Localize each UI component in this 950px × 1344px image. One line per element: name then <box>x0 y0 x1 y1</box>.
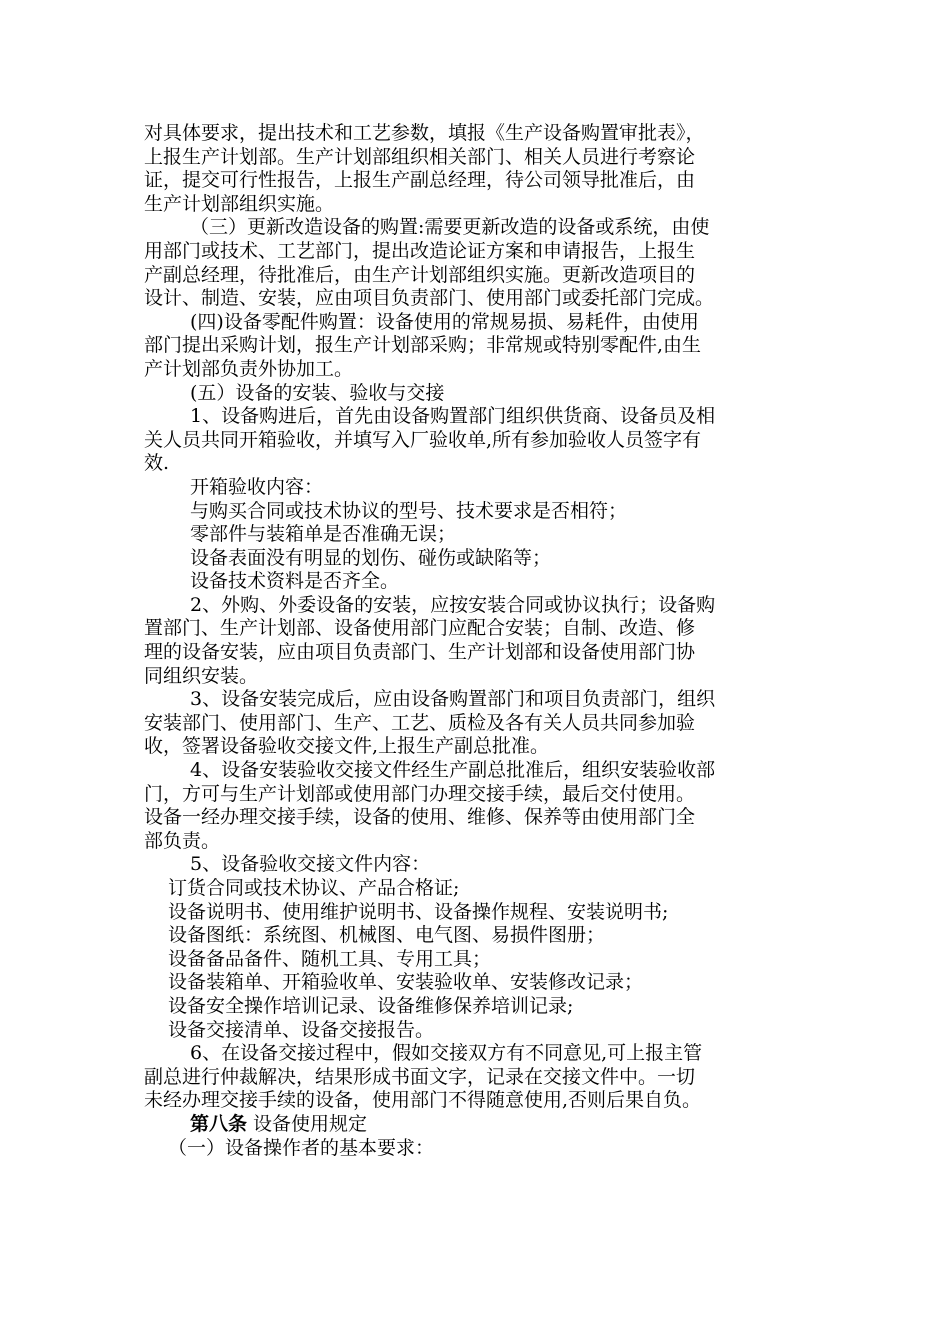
text-line: 副总进行仲裁解决，结果形成书面文字，记录在交接文件中。一切 <box>144 1065 696 1088</box>
text-line: 门，方可与生产计划部或使用部门办理交接手续，最后交付使用。 <box>144 782 696 805</box>
text-line: 3、设备安装完成后，应由设备购置部门和项目负责部门，组织 <box>190 688 716 711</box>
text-line: 设备安全操作培训记录、设备维修保养培训记录; <box>168 994 574 1017</box>
article-heading <box>144 1113 816 1137</box>
text-line: 4、设备安装验收交接文件经生产副总批准后，组织安装验收部 <box>190 759 716 782</box>
text-line: 收，签署设备验收交接文件,上报生产副总批准。 <box>144 735 550 758</box>
text-line: 效. <box>144 452 170 475</box>
article-title: 设备使用规定 <box>247 1112 368 1135</box>
text-line: 设计、制造、安装，应由项目负责部门、使用部门或委托部门完成。 <box>144 287 715 310</box>
text-line: 设备一经办理交接手续，设备的使用、维修、保养等由使用部门全 <box>144 806 696 829</box>
text-line: 未经办理交接手续的设备，使用部门不得随意使用,否则后果自负。 <box>144 1089 702 1112</box>
article-number: 第八条 <box>190 1112 248 1135</box>
text-line: 置部门、生产计划部、设备使用部门应配合安装；自制、改造、修 <box>144 617 696 640</box>
text-line: 设备说明书、使用维护说明书、设备操作规程、安装说明书; <box>168 900 669 923</box>
text-line: （三）更新改造设备的购置:需要更新改造的设备或系统，由使 <box>190 216 710 239</box>
text-line: 安装部门、使用部门、生产、工艺、质检及各有关人员共同参加验 <box>144 711 696 734</box>
text-line: 设备表面没有明显的划伤、碰伤或缺陷等； <box>190 546 552 569</box>
text-line: 1、设备购进后，首先由设备购置部门组织供货商、设备员及相 <box>190 405 716 428</box>
text-line: 用部门或技术、工艺部门，提出改造论证方案和申请报告，上报生 <box>144 239 696 262</box>
text-line: 与购买合同或技术协议的型号、技术要求是否相符； <box>190 499 628 522</box>
text-line: (五）设备的安装、验收与交接 <box>190 381 445 404</box>
text-line: 同组织安装。 <box>144 664 259 687</box>
text-line: (四)设备零配件购置：设备使用的常规易损、易耗件，由使用 <box>190 310 699 333</box>
text-line: 设备技术资料是否齐全。 <box>190 570 400 593</box>
text-line: 订货合同或技术协议、产品合格证; <box>168 877 460 899</box>
text-line: 零部件与装箱单是否准确无误； <box>190 523 457 546</box>
text-line: 部门提出采购计划，报生产计划部采购；非常规或特别零配件,由生 <box>144 334 702 357</box>
text-line: 6、在设备交接过程中，假如交接双方有不同意见,可上报主管 <box>190 1042 703 1065</box>
text-line: 部负责。 <box>144 829 221 852</box>
text-line: 对具体要求，提出技术和工艺参数，填报《生产设备购置审批表》， <box>144 122 705 144</box>
text-line: 开箱验收内容： <box>190 475 324 498</box>
text-line: 生产计划部组织实施。 <box>144 192 335 215</box>
text-line: 产计划部负责外协加工。 <box>144 357 354 380</box>
text-line: 设备备品备件、随机工具、专用工具； <box>168 947 492 970</box>
text-line: 理的设备安装，应由项目负责部门、生产计划部和设备使用部门协 <box>144 641 696 664</box>
document-body <box>144 122 816 1160</box>
text-line: 上报生产计划部。生产计划部组织相关部门、相关人员进行考察论 <box>144 145 696 168</box>
text-line: （一）设备操作者的基本要求： <box>168 1136 435 1159</box>
text-line: 2、外购、外委设备的安装，应按安装合同或协议执行；设备购 <box>190 593 716 616</box>
text-line: 5、设备验收交接文件内容： <box>190 853 431 876</box>
text-line: 产副总经理，待批准后，由生产计划部组织实施。更新改造项目的 <box>144 263 696 286</box>
text-line: 关人员共同开箱验收，并填写入厂验收单,所有参加验收人员签字有 <box>144 428 702 451</box>
text-line: 设备交接清单、设备交接报告。 <box>168 1018 435 1041</box>
text-line: 证，提交可行性报告，上报生产副总经理，待公司领导批准后，由 <box>144 169 696 192</box>
text-line: 设备装箱单、开箱验收单、安装验收单、安装修改记录； <box>168 971 644 994</box>
text-line: 设备图纸：系统图、机械图、电气图、易损件图册； <box>168 924 606 947</box>
